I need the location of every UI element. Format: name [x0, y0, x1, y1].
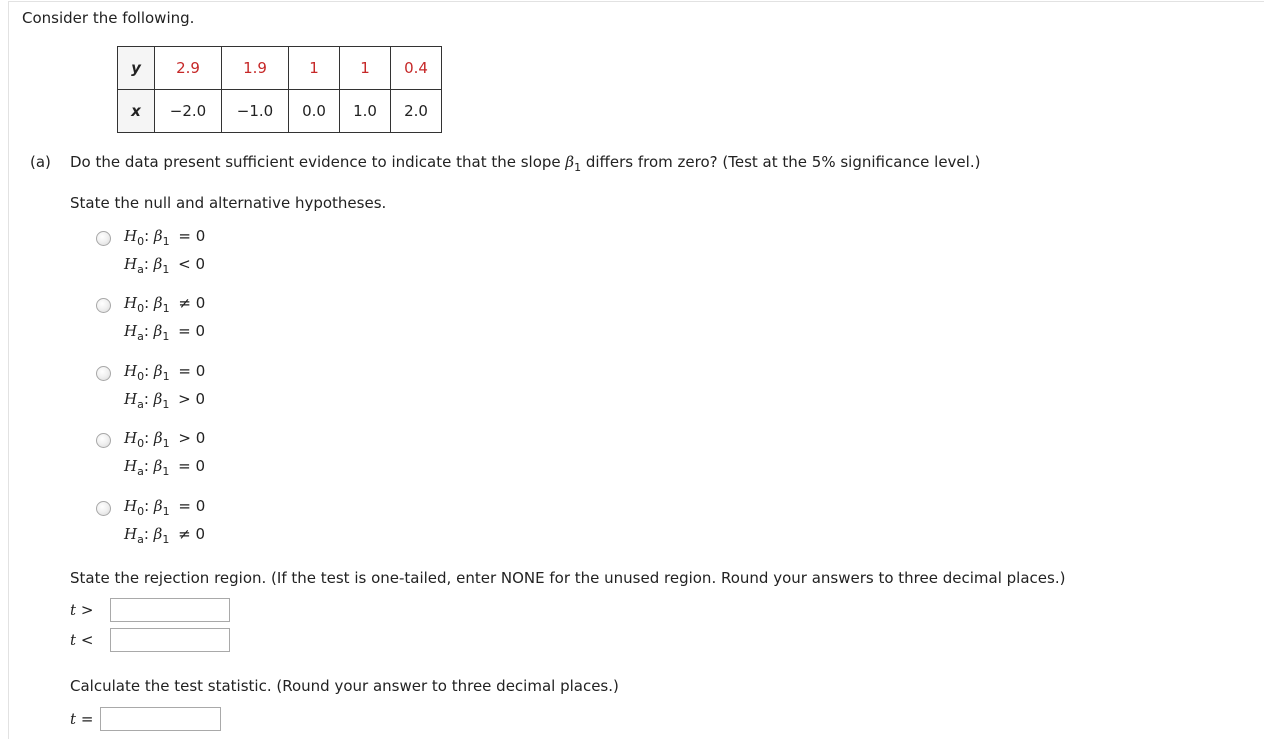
radio-button[interactable]	[96, 366, 111, 381]
h0-subscript: 0	[137, 302, 145, 315]
h-symbol: H	[124, 362, 138, 380]
alt-hypothesis: $H_a$: $\beta_1 < 0$	[124, 255, 206, 276]
radio-button[interactable]	[96, 433, 111, 448]
hypothesis-option-1[interactable]	[96, 227, 296, 283]
alt-relation: < 0	[178, 255, 206, 273]
beta-subscript: 1	[162, 330, 170, 343]
h-symbol: H	[124, 457, 138, 475]
beta-subscript: 1	[162, 533, 170, 546]
h-symbol: H	[124, 255, 138, 273]
t-less-input[interactable]	[110, 628, 230, 652]
rejection-region-prompt: State the rejection region. (If the test is one-tailed, enter NONE for the unused region. Round your answers to three decimal places.)	[70, 569, 1066, 587]
t-greater-label	[70, 601, 93, 619]
h-symbol: H	[124, 390, 138, 408]
beta-subscript: 1	[162, 263, 170, 276]
x-value: −2.0	[155, 90, 222, 133]
null-hypothesis: $H_0$: $\beta_1 = 0$	[124, 497, 206, 518]
null-hypothesis: $H_0$: $\beta_1 \ne 0$	[124, 294, 206, 315]
null-hypothesis: $H_0$: $\beta_1 > 0$	[124, 429, 206, 450]
y-value: 1.9	[222, 47, 289, 90]
y-value: 1	[289, 47, 340, 90]
y-value: 1	[340, 47, 391, 90]
beta-subscript: 1	[162, 437, 170, 450]
t-less-label	[70, 631, 93, 649]
h-symbol: H	[124, 322, 138, 340]
h-symbol: H	[124, 294, 138, 312]
null-hypothesis: $H_0$: $\beta_1 = 0$	[124, 227, 206, 248]
h0-subscript: 0	[137, 437, 145, 450]
intro-text: Consider the following.	[22, 9, 195, 27]
beta-subscript: 1	[574, 161, 582, 174]
ha-subscript: a	[137, 330, 144, 343]
null-relation: = 0	[178, 362, 206, 380]
h-symbol: H	[124, 497, 138, 515]
alt-relation: = 0	[178, 457, 206, 475]
hypothesis-option-3[interactable]	[96, 362, 296, 418]
beta-symbol: β	[153, 362, 163, 380]
beta-subscript: 1	[162, 465, 170, 478]
beta-subscript: 1	[162, 370, 170, 383]
test-statistic-prompt: Calculate the test statistic. (Round your answer to three decimal places.)	[70, 677, 619, 695]
beta-symbol: β	[153, 497, 163, 515]
h0-subscript: 0	[137, 505, 145, 518]
y-row	[118, 47, 442, 90]
null-relation: ≠ 0	[178, 294, 206, 312]
x-row	[118, 90, 442, 133]
t-symbol: t	[70, 631, 77, 649]
equals-symbol: =	[80, 710, 94, 728]
h0-subscript: 0	[137, 370, 145, 383]
hypothesis-option-5[interactable]	[96, 497, 296, 553]
beta-symbol: β	[565, 153, 575, 171]
beta-symbol: β	[153, 525, 163, 543]
t-greater-input[interactable]	[110, 598, 230, 622]
beta-symbol: β	[153, 294, 163, 312]
x-value: 2.0	[391, 90, 442, 133]
null-hypothesis: $H_0$: $\beta_1 = 0$	[124, 362, 206, 383]
h-symbol: H	[124, 227, 138, 245]
null-relation: > 0	[178, 429, 206, 447]
beta-subscript: 1	[162, 302, 170, 315]
alt-relation: = 0	[178, 322, 206, 340]
question-text-pre: Do the data present sufficient evidence to indicate that the slope	[70, 153, 566, 171]
data-table	[117, 46, 442, 133]
null-relation: = 0	[178, 497, 206, 515]
x-value: −1.0	[222, 90, 289, 133]
alt-relation: > 0	[178, 390, 206, 408]
beta-symbol: β	[153, 322, 163, 340]
x-header: x	[118, 90, 155, 133]
hypothesis-option-4[interactable]	[96, 429, 296, 485]
beta-symbol: β	[153, 390, 163, 408]
radio-button[interactable]	[96, 298, 111, 313]
radio-button[interactable]	[96, 501, 111, 516]
beta-subscript: 1	[162, 505, 170, 518]
beta-subscript: 1	[162, 398, 170, 411]
beta-symbol: β	[153, 255, 163, 273]
ha-subscript: a	[137, 398, 144, 411]
y-header: y	[118, 47, 155, 90]
hypotheses-prompt: State the null and alternative hypotheses.	[70, 194, 387, 212]
ha-subscript: a	[137, 533, 144, 546]
less-than-symbol: <	[80, 631, 94, 649]
h0-subscript: 0	[137, 235, 145, 248]
beta-symbol: β	[153, 227, 163, 245]
beta-symbol: β	[153, 429, 163, 447]
alt-relation: ≠ 0	[178, 525, 206, 543]
alt-hypothesis: $H_a$: $\beta_1 > 0$	[124, 390, 206, 411]
greater-than-symbol: >	[80, 601, 94, 619]
part-label: (a)	[30, 153, 51, 171]
part-a-question	[70, 153, 980, 174]
beta-symbol: β	[153, 457, 163, 475]
radio-button[interactable]	[96, 231, 111, 246]
t-symbol: t	[70, 601, 77, 619]
x-value: 1.0	[340, 90, 391, 133]
x-value: 0.0	[289, 90, 340, 133]
alt-hypothesis: $H_a$: $\beta_1 = 0$	[124, 457, 206, 478]
y-value: 0.4	[391, 47, 442, 90]
t-symbol: t	[70, 710, 77, 728]
hypothesis-option-2[interactable]	[96, 294, 296, 350]
y-value: 2.9	[155, 47, 222, 90]
question-text-post: differs from zero? (Test at the 5% significance level.)	[581, 153, 981, 171]
alt-hypothesis: $H_a$: $\beta_1 \ne 0$	[124, 525, 206, 546]
beta-subscript: 1	[162, 235, 170, 248]
h-symbol: H	[124, 525, 138, 543]
test-statistic-input[interactable]	[100, 707, 221, 731]
t-equals-label	[70, 710, 93, 728]
null-relation: = 0	[178, 227, 206, 245]
alt-hypothesis: $H_a$: $\beta_1 = 0$	[124, 322, 206, 343]
h-symbol: H	[124, 429, 138, 447]
ha-subscript: a	[137, 465, 144, 478]
ha-subscript: a	[137, 263, 144, 276]
